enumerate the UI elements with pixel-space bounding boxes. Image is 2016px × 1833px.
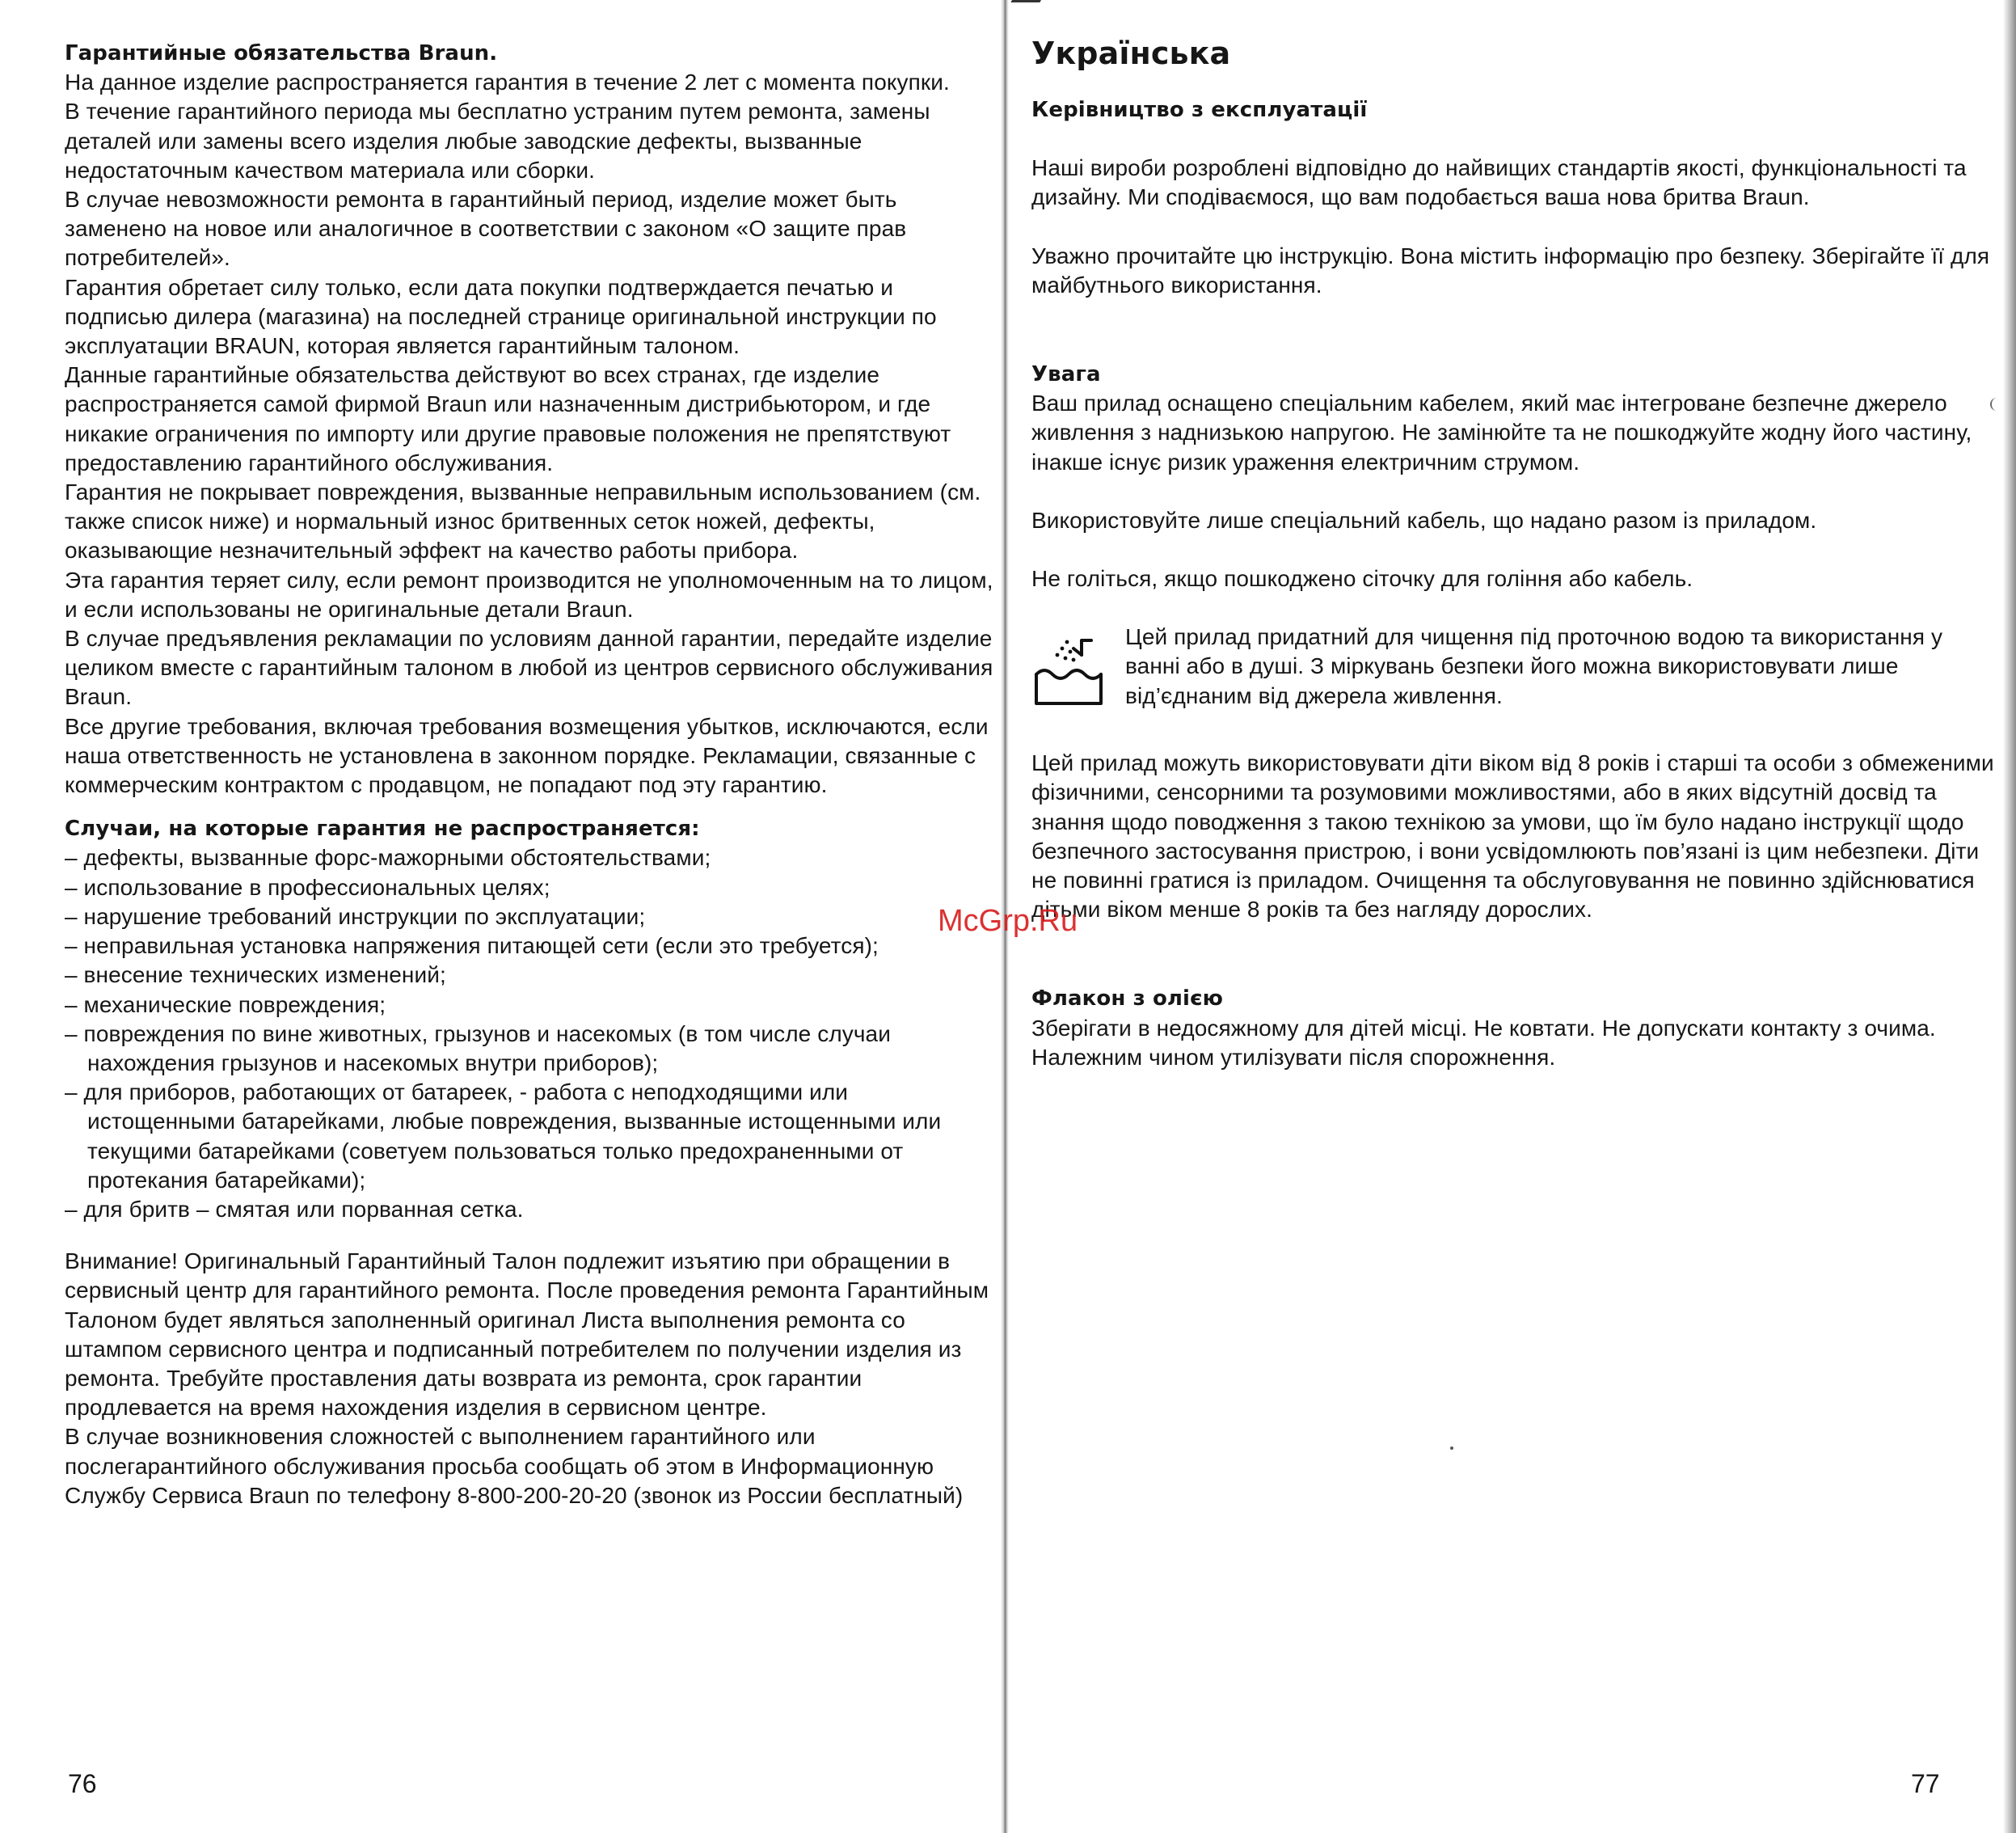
no-shave-text: Не голіться, якщо пошкоджено сіточку для гоління або кабель. <box>1031 566 1693 592</box>
scan-speck <box>1450 1447 1453 1450</box>
warning-cable-text: Ваш прилад оснащено спеціальним кабелем, який має інтегроване безпечне джерело живлення з наднизькою напругою. Не замінюйте та не пошкоджуйте жодну його частину, інакше існує ризик ураження електричним струмом. <box>1031 391 1972 475</box>
warranty-paragraph: Данные гарантийные обязательства действуют во всех странах, где изделие распространяется самой фирмой Braun или назначенным дистрибьютором, и где никакие ограничения по импорту или другие правовые положения не препятствуют предоставлению гарантийного обслуживания. <box>65 362 951 475</box>
exclusion-item: – для бритв – смятая или порванная сетка. <box>65 1196 524 1222</box>
exclusion-item: – повреждения по вине животных, грызунов и насекомых (в том числе случаи нахождения грызунов и насекомых внутри приборов); <box>65 1020 891 1075</box>
warranty-paragraph: Все другие требования, включая требования возмещения убытков, исключаются, если наша ответственность не установлена в законном порядке. Рекламации, связанные с коммерческим контрактом с продавцом, не попадают под эту гарантию. <box>65 713 989 798</box>
exclusion-item: – для приборов, работающих от батареек, - работа с неподходящими или истощенными батарейками, любые повреждения, вызванные истощенными или текущими батарейками (советуем пользоваться только предохраненными от протекания батарейками); <box>65 1079 942 1193</box>
page-number: 76 <box>68 1769 97 1798</box>
left-page <box>0 0 1006 1833</box>
watermark: McGrp.Ru <box>938 904 1078 938</box>
children-text: Цей прилад можуть використовувати діти віком від 8 років і старші та особи з обмеженими фізичними, сенсорними та розумовими можливостями, або в яких відсутній досвід та знання щодо поводження з такою технікою за умови, що їм було надано інструкції щодо безпечного застосування пристрою, і вони усвідомлюють пов’язані із цим небезпеки. Діти не повинні гратися із приладом. Очищення та обслуговування не повинно здійснюватися дітьми віком менше 8 років та без нагляду дорослих. <box>1031 750 1994 923</box>
warranty-paragraph: Эта гарантия теряет силу, если ремонт производится не уполномоченным на то лицом, и если использованы не оригинальные детали Braun. <box>65 567 993 622</box>
warranty-paragraph: Гарантия обретает силу только, если дата покупки подтверждается печатью и подписью дилера (магазина) на последней странице оригинальной инструкции по эксплуатации BRAUN, которая является гарантийным талоном. <box>65 274 937 359</box>
read-instructions-text: Уважно прочитайте цю інструкцію. Вона містить інформацію про безпеку. Зберігайте її для майбутнього використання. <box>1031 243 1990 298</box>
right-page <box>1009 0 2016 1833</box>
manual-title: Керівництво з експлуатації <box>1031 98 1368 122</box>
exclusion-item: – использование в профессиональных целях; <box>65 874 550 900</box>
warranty-paragraph: Гарантия не покрывает повреждения, вызванные неправильным использованием (см. также список ниже) и нормальный износ бритвенных сеток ножей, дефекты, оказывающие незначительный эффект на качество работы прибора. <box>65 479 981 564</box>
exclusion-item: – механические повреждения; <box>65 991 386 1017</box>
exclusion-item: – неправильная установка напряжения питающей сети (если это требуется); <box>65 933 879 959</box>
warranty-paragraph: В течение гарантийного периода мы бесплатно устраним путем ремонта, замены деталей или замены всего изделия любые заводские дефекты, вызванные недостаточным качеством материала или сборки. <box>65 99 930 183</box>
warranty-paragraph: На данное изделие распространяется гарантия в течение 2 лет с момента покупки. <box>65 70 950 95</box>
warranty-title: Гарантийные обязательства Braun. <box>65 41 498 65</box>
warning-title: Увага <box>1031 362 1101 387</box>
service-contact: В случае возникновения сложностей с выполнением гарантийного или послегарантийного обслуживания просьба сообщать об этом в Информационную Службу Сервиса Braun по телефону 8-800-200-20-20 (звонок из России бесплатный) <box>65 1424 964 1508</box>
warranty-paragraph: В случае предъявления рекламации по условиям данной гарантии, передайте изделие целиком вместе с гарантийным талоном в любой из центров сервисного обслуживания Braun. <box>65 626 993 710</box>
language-title: Українська <box>1031 36 1231 71</box>
exclusion-item: – нарушение требований инструкции по эксплуатации; <box>65 903 646 929</box>
right-column <box>1031 34 2001 1072</box>
oil-text: Зберігати в недосяжному для дітей місці. Не ковтати. Не допускати контакту з очима. Належним чином утилізувати після спорожнення. <box>1031 1015 1936 1070</box>
water-usage-text: Цей прилад придатний для чищення під проточною водою та використання у ванні або в душі. З міркувань безпеки його можна використовувати лише від’єднаним від джерела живлення. <box>1125 624 1943 708</box>
exclusion-item: – дефекты, вызванные форс-мажорными обстоятельствами; <box>65 845 711 871</box>
left-column <box>65 39 994 1510</box>
oil-title: Флакон з олією <box>1031 986 1223 1012</box>
shower-bath-icon <box>1031 631 1125 720</box>
use-cable-text: Використовуйте лише спеціальний кабель, що надано разом із приладом. <box>1031 507 1817 533</box>
intro-text: Наші вироби розроблені відповідно до найвищих стандартів якості, функціональності та дизайну. Ми сподіваємося, що вам подобається ваша нова бритва Braun. <box>1031 155 1967 210</box>
page-number: 77 <box>1911 1769 1940 1798</box>
exclusions-title: Случаи, на которые гарантия не распространяется: <box>65 817 700 842</box>
water-symbol-row <box>1031 623 2001 720</box>
exclusion-item: – внесение технических изменений; <box>65 962 446 988</box>
warranty-paragraph: В случае невозможности ремонта в гарантийный период, изделие может быть заменено на новое или аналогичное в соответствии с законом «О защите прав потребителей». <box>65 187 907 271</box>
warranty-notice: Внимание! Оригинальный Гарантийный Талон подлежит изъятию при обращении в сервисный центр для гарантийного ремонта. После проведения ремонта Гарантийным Талоном будет являться заполненный оригинал Листа выполнения ремонта со штампом сервисного центра и подписанный потребителем по получении изделия из ремонта. Требуйте проставления даты возврата из ремонта, срок гарантии продлевается на время нахождения изделия в сервисном центре. <box>65 1248 989 1421</box>
